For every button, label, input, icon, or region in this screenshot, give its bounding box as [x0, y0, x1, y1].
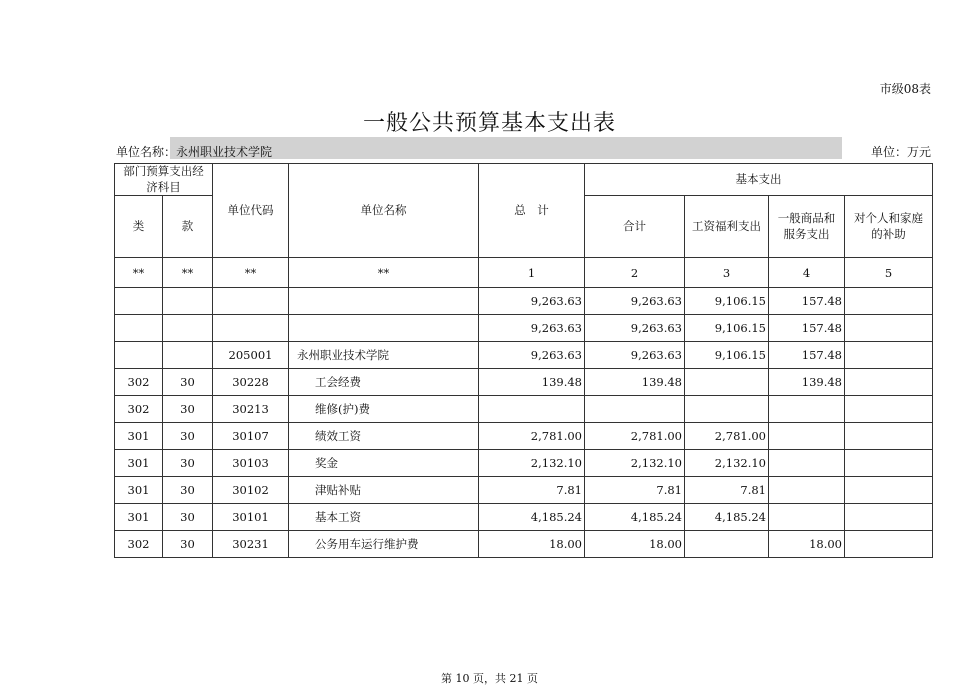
table-row: [115, 369, 933, 396]
cell-goods: 157.48: [769, 288, 845, 315]
cell-unit-name: 津贴补贴: [289, 477, 479, 504]
cell-lei: 302: [115, 531, 163, 558]
header-kuan: 款: [163, 196, 213, 258]
cell-total: 7.81: [479, 477, 585, 504]
cell-lei: 301: [115, 504, 163, 531]
index-cell: **: [163, 258, 213, 288]
cell-total: 4,185.24: [479, 504, 585, 531]
header-total: 总 计: [479, 164, 585, 258]
cell-total: 9,263.63: [479, 315, 585, 342]
cell-unit-code: 30107: [213, 423, 289, 450]
header-goods-services: 一般商品和服务支出: [769, 196, 845, 258]
cell-lei: [115, 342, 163, 369]
cell-lei: 301: [115, 450, 163, 477]
cell-unit-code: 30213: [213, 396, 289, 423]
cell-lei: 301: [115, 423, 163, 450]
cell-total: 139.48: [479, 369, 585, 396]
header-unit-name: 单位名称: [289, 164, 479, 258]
cell-individual: [845, 342, 933, 369]
cell-subtotal: 18.00: [585, 531, 685, 558]
cell-unit-code: 205001: [213, 342, 289, 369]
cell-unit-code: [213, 288, 289, 315]
cell-lei: [115, 288, 163, 315]
cell-individual: [845, 396, 933, 423]
cell-unit-name: [289, 288, 479, 315]
cell-unit-code: 30231: [213, 531, 289, 558]
cell-individual: [845, 477, 933, 504]
cell-individual: [845, 423, 933, 450]
cell-total: [479, 396, 585, 423]
header-unit-code: 单位代码: [213, 164, 289, 258]
cell-kuan: [163, 288, 213, 315]
cell-salary: 2,781.00: [685, 423, 769, 450]
header-salary: 工资福利支出: [685, 196, 769, 258]
cell-goods: [769, 450, 845, 477]
table-row: [115, 315, 933, 342]
cell-kuan: 30: [163, 531, 213, 558]
cell-goods: [769, 396, 845, 423]
cell-salary: 9,106.15: [685, 342, 769, 369]
unit-of-measure: 单位：万元: [870, 145, 931, 159]
cell-unit-name: 永州职业技术学院: [289, 342, 479, 369]
cell-subtotal: 4,185.24: [585, 504, 685, 531]
table-row: [115, 288, 933, 315]
header-individual-subsidy: 对个人和家庭的补助: [845, 196, 933, 258]
cell-unit-code: 30228: [213, 369, 289, 396]
cell-individual: [845, 369, 933, 396]
cell-salary: 9,106.15: [685, 315, 769, 342]
cell-total: 9,263.63: [479, 288, 585, 315]
cell-lei: [115, 315, 163, 342]
cell-salary: [685, 369, 769, 396]
page-footer: 第 10 页，共 21 页: [441, 672, 538, 685]
cell-goods: 157.48: [769, 342, 845, 369]
index-cell: **: [289, 258, 479, 288]
cell-salary: 9,106.15: [685, 288, 769, 315]
index-cell: 1: [479, 258, 585, 288]
cell-kuan: 30: [163, 450, 213, 477]
cell-lei: 302: [115, 396, 163, 423]
header-econ-class: 部门预算支出经济科目: [115, 164, 213, 196]
cell-lei: 301: [115, 477, 163, 504]
cell-individual: [845, 504, 933, 531]
cell-total: 2,781.00: [479, 423, 585, 450]
cell-goods: [769, 477, 845, 504]
cell-kuan: 30: [163, 369, 213, 396]
cell-unit-name: 基本工资: [289, 504, 479, 531]
cell-goods: [769, 423, 845, 450]
cell-subtotal: [585, 396, 685, 423]
cell-individual: [845, 531, 933, 558]
cell-salary: [685, 531, 769, 558]
form-code: 市级08表: [879, 82, 931, 96]
table-row: [115, 504, 933, 531]
cell-goods: [769, 504, 845, 531]
cell-salary: 2,132.10: [685, 450, 769, 477]
unit-name-label: 单位名称：永州职业技术学院: [116, 145, 273, 159]
cell-unit-name: 绩效工资: [289, 423, 479, 450]
cell-subtotal: 9,263.63: [585, 288, 685, 315]
index-cell: 3: [685, 258, 769, 288]
cell-subtotal: 2,132.10: [585, 450, 685, 477]
cell-kuan: [163, 342, 213, 369]
cell-lei: 302: [115, 369, 163, 396]
cell-subtotal: 139.48: [585, 369, 685, 396]
cell-subtotal: 9,263.63: [585, 315, 685, 342]
cell-total: 18.00: [479, 531, 585, 558]
cell-kuan: [163, 315, 213, 342]
cell-unit-name: 公务用车运行维护费: [289, 531, 479, 558]
cell-kuan: 30: [163, 477, 213, 504]
cell-individual: [845, 315, 933, 342]
cell-unit-name: [289, 315, 479, 342]
cell-unit-name: 工会经费: [289, 369, 479, 396]
index-cell: **: [213, 258, 289, 288]
index-cell: **: [115, 258, 163, 288]
cell-salary: 7.81: [685, 477, 769, 504]
page-title: 一般公共预算基本支出表: [362, 111, 616, 136]
cell-individual: [845, 288, 933, 315]
header-lei: 类: [115, 196, 163, 258]
cell-goods: 139.48: [769, 369, 845, 396]
table-row: [115, 450, 933, 477]
cell-subtotal: 7.81: [585, 477, 685, 504]
index-cell: 5: [845, 258, 933, 288]
index-cell: 4: [769, 258, 845, 288]
cell-unit-name: 维修(护)费: [289, 396, 479, 423]
cell-unit-name: 奖金: [289, 450, 479, 477]
cell-kuan: 30: [163, 504, 213, 531]
header-subtotal: 合计: [585, 196, 685, 258]
cell-goods: 157.48: [769, 315, 845, 342]
header-basic-expenditure: 基本支出: [585, 164, 933, 196]
table-row: [115, 396, 933, 423]
cell-salary: [685, 396, 769, 423]
cell-subtotal: 9,263.63: [585, 342, 685, 369]
index-row: [115, 258, 933, 288]
table-row: [115, 423, 933, 450]
cell-salary: 4,185.24: [685, 504, 769, 531]
expenditure-table: [114, 163, 933, 558]
table-row: [115, 477, 933, 504]
cell-total: 9,263.63: [479, 342, 585, 369]
cell-total: 2,132.10: [479, 450, 585, 477]
cell-unit-code: [213, 315, 289, 342]
cell-unit-code: 30102: [213, 477, 289, 504]
cell-unit-code: 30101: [213, 504, 289, 531]
index-cell: 2: [585, 258, 685, 288]
cell-kuan: 30: [163, 396, 213, 423]
cell-unit-code: 30103: [213, 450, 289, 477]
cell-subtotal: 2,781.00: [585, 423, 685, 450]
cell-individual: [845, 450, 933, 477]
table-body: [115, 288, 933, 558]
table-row: [115, 342, 933, 369]
cell-goods: 18.00: [769, 531, 845, 558]
cell-kuan: 30: [163, 423, 213, 450]
table-row: [115, 531, 933, 558]
